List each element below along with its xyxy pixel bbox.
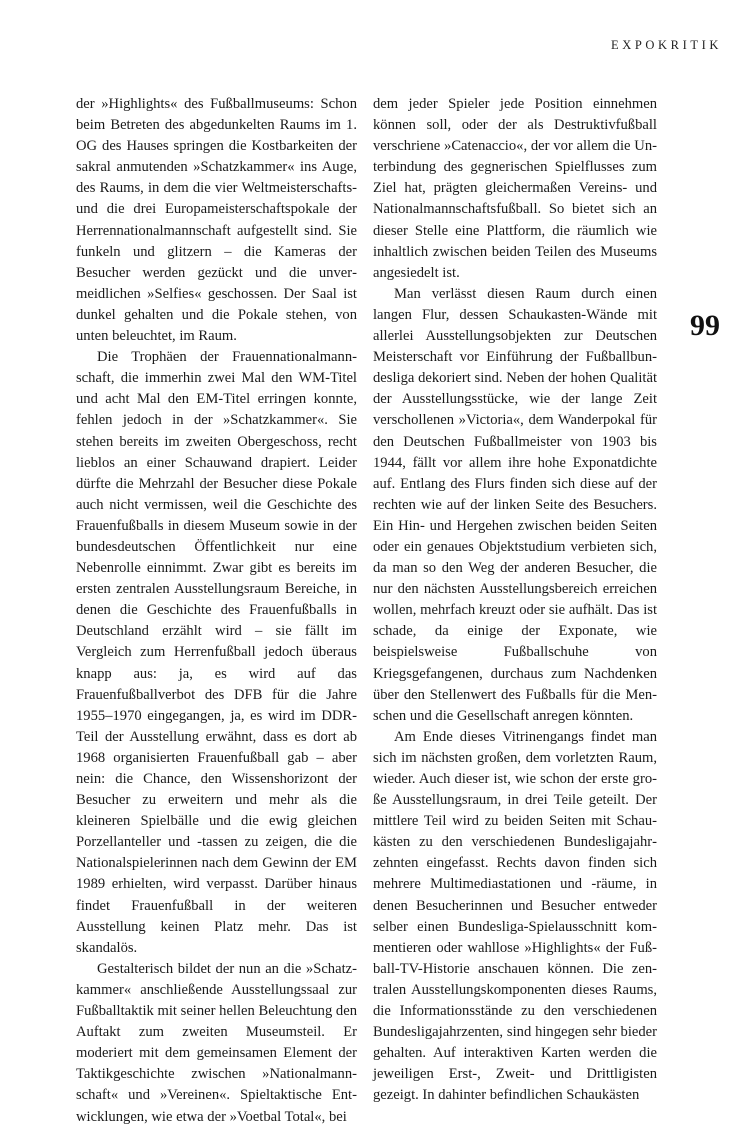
right-column	[373, 94, 657, 1107]
paragraph-right-1: dem jeder Spieler jede Position einnehmen können soll, oder der als Destruktivfußball verschriene »Catenaccio«, der vor allem die Unterbindung des gegnerischen Spielflusses zum Ziel hat, prägten gleichermaßen Vereins- und Nationalmannschaftsfußball. So bietet sich an dieser Stelle eine Plattform, die räumlich wie inhaltlich zwischen beiden Teilen des Museums angesiedelt ist.	[373, 96, 657, 281]
left-column	[76, 94, 357, 1128]
page-number: 99	[690, 309, 720, 342]
paragraph-right-3: Am Ende dieses Vitrinengangs findet man sich im nächsten großen, dem vorletzten Raum, wieder. Auch dieser ist, wie schon der erste große Ausstellungsraum, in drei Teile geteilt. Der mittlere Teil wird zu beiden Seiten mit Schaukästen zu den verschiedenen Bundesligajahrzehnten eingefasst. Rechts davon finden sich mehrere Multimediastationen und -räume, in denen Besucherinnen und Besucher entweder selber einen Bundesliga-Spielausschnitt kommentieren oder wahllose »Highlights« der Fußball-TV-Historie anschauen können. Die zentralen Ausstellungskomponenten dieses Raums, die Informationsstände zu den verschiedenen Bundesligajahrzenten, sind hingegen sehr bieder gehalten. Auf interaktiven Karten werden die jeweiligen Erst-, Zweit- und Drittligisten gezeigt. In dahinter befindlichen Schaukästen	[373, 728, 657, 1104]
paragraph-left-2: Die Trophäen der Frauennationalmannschaft, die immerhin zwei Mal den WM-Titel und acht Mal den EM-Titel erringen konnte, fehlen jedoch in der »Schatzkammer«. Sie stehen bereits im zweiten Obergeschoss, recht lieblos an einer Schauwand drapiert. Leider dürfte die Mehrzahl der Besucher diese Pokale auch nicht vermissen, weil die Geschichte des Frauenfußballs in diesem Museum sowie in der bundesdeutschen Öffentlichkeit nur eine Nebenrolle einnimmt. Zwar gibt es bereits im ersten zentralen Ausstellungsraum Bereiche, in denen die Geschichte des Frauenfußballs in Deutschland erzählt wird – sie fällt im Vergleich zum Herrenfußball jedoch überaus knapp aus: ja, es wird auf das Frauenfußballverbot des DFB für die Jahre 1955–1970 eingegangen, ja, es wird im DDR-Teil der Ausstellung erwähnt, dass es dort ab 1968 organisierten Frauenfußball gab – aber nein: die Chance, den Wissenshorizont der Besucher zu erweitern und mehr als die kleineren Spielbälle und die ewig gleichen Porzellanteller und -tassen zu zeigen, die die Nationalspielerinnen nach dem Gewinn der EM 1989 erhielten, wird verpasst. Darüber hinaus findet Frauenfußball in der weiteren Ausstellung keinen Platz mehr. Das ist skandalös.	[76, 349, 357, 956]
paragraph-right-2: Man verlässt diesen Raum durch einen langen Flur, dessen Schaukasten-Wände mit allerlei Ausstellungsobjekten zur Deutschen Meisterschaft vor Einführung der Fußballbundesliga dekoriert sind. Neben der hohen Qualität der Ausstellungsstücke, wie der lange Zeit verschollenen »Victoria«, dem Wanderpokal für den Deutschen Fußballmeister von 1903 bis 1944, fällt vor allem ihre hohe Exponatdichte auf. Entlang des Flurs finden sich diese auf der rechten wie auf der linken Seite des Besuchers. Ein Hin- und Hergehen zwischen beiden Seiten oder ein genaues Objektstudium verbieten sich, da man so den Weg der anderen Besucher, die nur den nächsten Ausstellungsbereich erreichen wollen, mehrfach kreuzt oder sie aufhält. Das ist schade, da einige der Exponate, wie beispielsweise Fußballschuhe von Kriegsgefangenen, durchaus zum Nachdenken über den Stellenwert des Fußballs für die Menschen und die Gesellschaft anregen könnten.	[373, 285, 657, 724]
running-head: EXPOKRITIK	[611, 38, 722, 52]
paragraph-left-3: Gestalterisch bildet der nun an die »Schatzkammer« anschließende Ausstellungssaal zur Fußballtaktik mit seiner hellen Beleuchtung den Auftakt zum zweiten Museumsteil. Er moderiert mit dem gemeinsamen Element der Taktikgeschichte zwischen »Nationalmannschaft« und »Vereinen«. Spieltaktische Entwicklungen, wie etwa der »Voetbal Total«, bei	[76, 960, 357, 1125]
paragraph-left-1: der »Highlights« des Fußballmuseums: Schon beim Betreten des abgedunkelten Raums im 1. OG des Hauses springen die Kostbarkeiten der sakral anmutenden »Schatzkammer« ins Auge, des Raums, in dem die vier Weltmeisterschafts- und die drei Europameisterschaftspokale der Herrennationalmannschaft aufgestellt sind. Sie funkeln und glitzern – die Kameras der Besucher werden gezückt und die unvermeidlichen »Selfies« geschossen. Der Saal ist dunkel gehalten und die Pokale stehen, von unten beleuchtet, im Raum.	[76, 96, 357, 345]
